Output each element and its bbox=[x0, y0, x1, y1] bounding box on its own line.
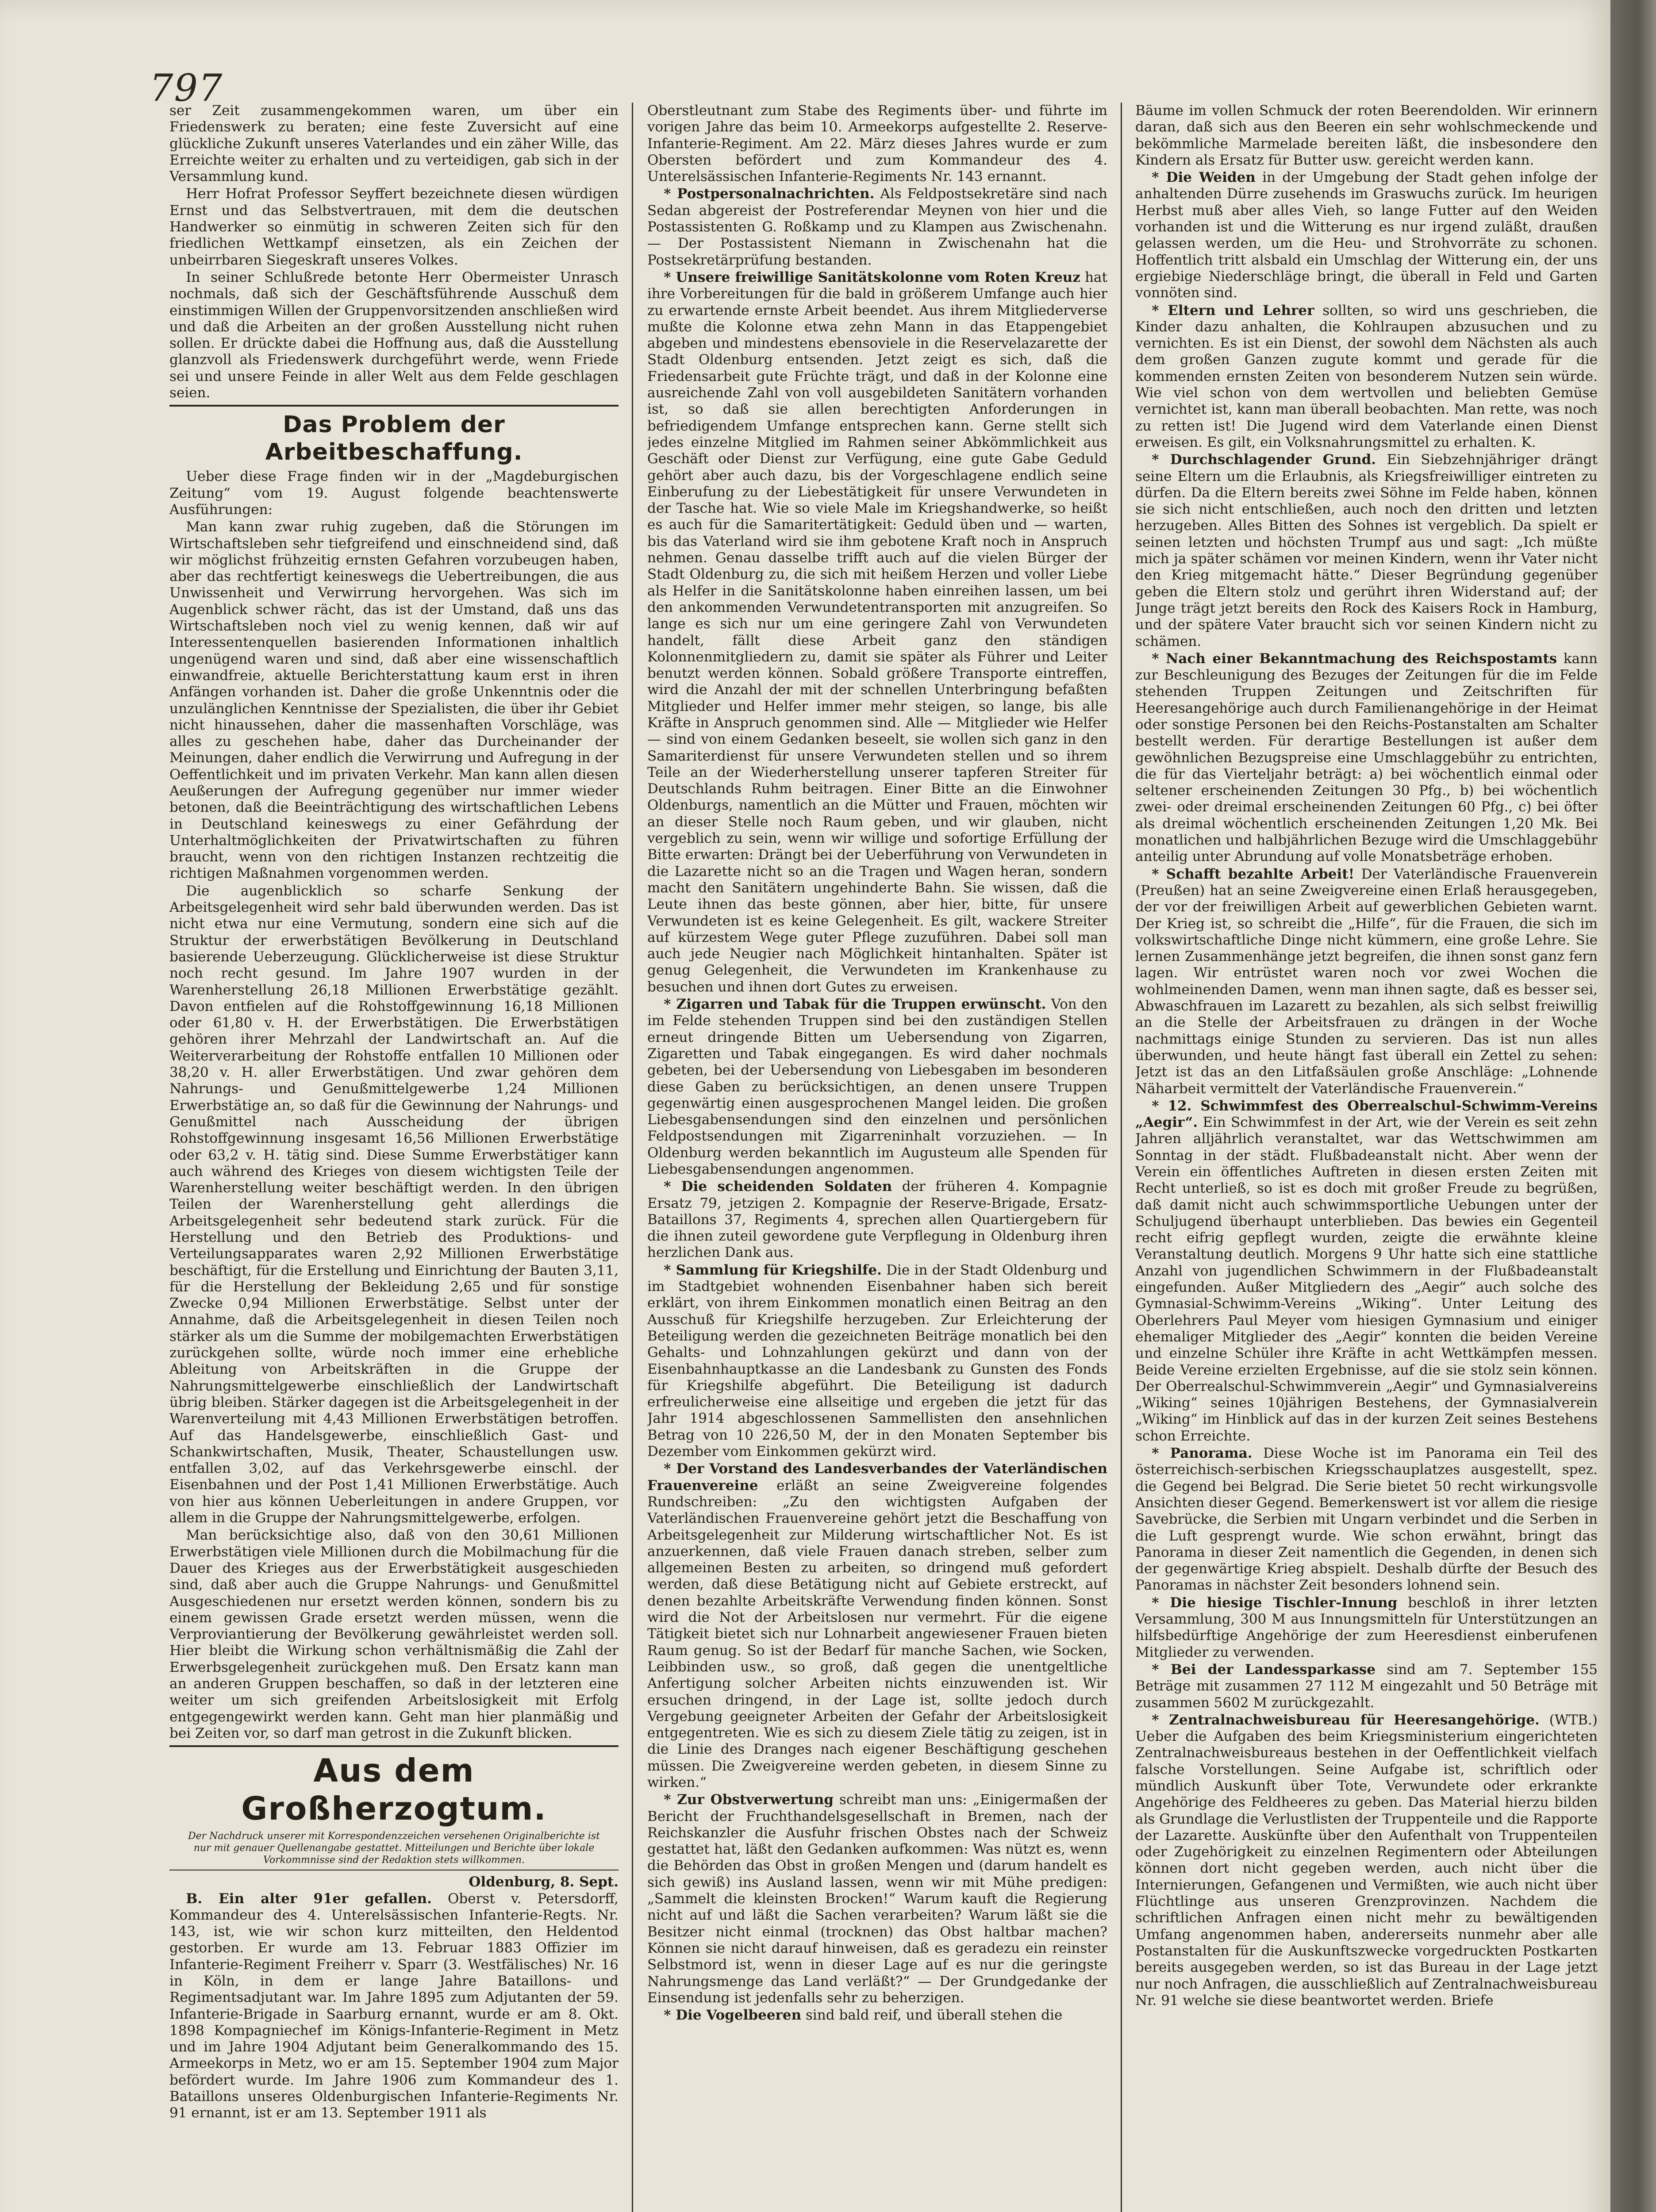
item-title: * Sammlung für Kriegshilfe. bbox=[664, 1262, 882, 1278]
item-title: * Nach einer Bekanntmachung des Reichspostamts bbox=[1152, 650, 1557, 667]
paragraph-text: der früheren 4. Kompagnie Ersatz 79, jetzigen 2. Kompagnie der Reserve-Brigade, Ersatz-Bataillons 37, Regiments 4, sprechen allen Quartiergebern für die ihnen zuteil gewordene gute Verpflegung in Oldenburg ihren herzlichen Dank aus. bbox=[647, 1179, 1107, 1261]
article-paragraph bbox=[169, 1891, 619, 2122]
article-paragraph bbox=[647, 996, 1107, 1178]
article-paragraph bbox=[647, 103, 1107, 185]
item-title: * Die Weiden bbox=[1152, 169, 1256, 186]
paragraph-text: (WTB.) Ueber die Aufgaben des beim Kriegsministerium eingerichteten Zentralnachweisbureaus bestehen in der Oeffentlichkeit vielfach falsche Vorstellungen. Seine Aufgabe ist, schriftlich oder mündlich Auskunft über Tote, Verwundete oder erkrankte Angehörige des Feldheeres zu geben. Das Material hierzu bilden als Grundlage die Verlustlisten der Truppenteile und die Rapporte der Lazarette. Auskünfte über den Aufenthalt von Truppenteilen oder Zugehörigkeit zu einzelnen Regimentern oder Abteilungen können dort nicht gegeben werden, auch nicht über die Internierungen, Gefangenen und Vermißten, wie auch nicht über Flüchtlinge aus unseren Grenzprovinzen. Nachdem die schriftlichen Anfragen einen nicht mehr zu bewältigenden Umfang angenommen haben, andererseits nunmehr aber alle Postanstalten für die Auskunftszwecke vorgedruckten Postkarten bereits ausgegeben werden, so ist das Bureau in der Lage jetzt nur noch Anfragen, die ausschließlich auf Zentralnachweisbureau Nr. 91 welche sie diese beantwortet werden. Briefe bbox=[1135, 1712, 1598, 2008]
paragraph-text: Oberstleutnant zum Stabe des Regiments über- und führte im vorigen Jahre das beim 10. Armeekorps aufgestellte 2. Reserve-Infanterie-Regiment. Am 22. März dieses Jahres wurde er zum Obersten befördert und zum Kommandeur des 4. Unterelsässischen Infanterie-Regiments Nr. 143 ernannt. bbox=[647, 103, 1107, 185]
article-paragraph bbox=[647, 1792, 1107, 2006]
reprint-notice: Der Nachdruck unserer mit Korrespondenzzeichen versehenen Originalberichte ist nur mit genauer Quellenangabe gestattet. Mitteilungen und Berichte über lokale Vorkommnisse sind der Redaktion stets willkommen. bbox=[188, 1831, 600, 1866]
article-paragraph bbox=[647, 1461, 1107, 1791]
article-paragraph bbox=[1135, 103, 1598, 169]
horizontal-rule bbox=[169, 405, 619, 407]
item-title: * Unsere freiwillige Sanitätskolonne vom Roten Kreuz bbox=[664, 269, 1080, 285]
paragraph-text: sind bald reif, und überall stehen die bbox=[806, 2007, 1063, 2024]
article-paragraph bbox=[647, 186, 1107, 268]
article-paragraph bbox=[1135, 866, 1598, 1097]
paragraph-text: erläßt an seine Zweigvereine folgendes Rundschreiben: „Zu den wichtigsten Aufgaben der Vaterländischen Frauenvereine gehört jetzt die Beschaffung von Arbeitsgelegenheit zur Milderung wirtschaftlicher Not. Es ist anzuerkennen, daß viele Frauen danach streben, selber zum allgemeinen Besten zu arbeiten, so dringend muß gefordert werden, daß diese Betätigung nicht auf Gebiete erstreckt, auf denen bezahlte Arbeitskräfte Verwendung finden können. Sonst wird die Not der Arbeitslosen nur vermehrt. Für die eigene Tätigkeit bietet sich nur Lohnarbeit angewiesener Frauen bieten Raum genug. So ist der Bedarf für manche Sachen, wie Socken, Leibbinden usw., so groß, daß gegen die unentgeltliche Anfertigung solcher Arbeiten nichts einzuwenden ist. Wir ersuchen dringend, in der Lage ist, sollte jedoch durch Vergebung geeigneter Arbeiten der Gefahr der Arbeitslosigkeit entgegentreten. Wie es sich zu diesem Ziele tätig zu zeigen, ist in die Linie des Dranges nach eigener Beschäftigung geschehen müssen. Die Zweigvereine werden gebeten, in diesem Sinne zu wirken.“ bbox=[647, 1477, 1107, 1790]
article-paragraph bbox=[1135, 1098, 1598, 1444]
paragraph-text: Als Feldpostsekretäre sind nach Sedan abgereist der Postreferendar Meynen von hier und die Postassistenten G. Roßkamp und zu Klampen aus Zwischenahn. — Der Postassistent Niemann in Zwischenahn hat die Postsekretärprüfung bestanden. bbox=[647, 186, 1107, 268]
item-title: * Der Vorstand des Landesverbandes der Vaterländischen Frauenvereine bbox=[647, 1461, 1107, 1494]
paragraph-text: Die in der Stadt Oldenburg und im Stadtgebiet wohnenden Eisenbahner haben sich bereit erklärt, von ihrem Einkommen monatlich einen Beitrag an den Ausschuß für Kriegshilfe herzugeben. Zur Erleichterung der Beteiligung werden die gezeichneten Beiträge monatlich bei den Gehalts- und Lohnzahlungen gekürzt und dann von der Eisenbahnhauptkasse an die Landesbank zu Gunsten des Fonds für Kriegshilfe abgeführt. Die Beteiligung ist dadurch erfreulicherweise eine allseitige und ergeben die jetzt für das Jahr 1914 abgeschlossenen Sammellisten den ansehnlichen Betrag von 10 226,50 M, der in den Monaten September bis Dezember vom Einkommen gekürzt wird. bbox=[647, 1262, 1107, 1460]
paragraph-text: schreibt man uns: „Einigermaßen der Bericht der Fruchthandelsgesellschaft in Bremen, nach der Reichskanzler die Ausfuhr frischen Obstes nach der Schweiz gestattet hat, läßt den Gedanken aufkommen: Was nützt es, wenn die Behörden das Obst in großen Mengen und (darum handelt es sich gewiß) ins Ausland lassen, wenn wir mit Mühe predigen: „Sammelt die kleinsten Brocken!“ Warum kauft die Regierung nicht auf und läßt die Sachen verarbeiten? Warum läßt sie die Besitzer nicht einmal (trocknen) das Obst haltbar machen? Können sie nicht darauf hinweisen, daß es geradezu ein reinster Selbstmord ist, wenn in dieser Lage auf es nur die geringste Nahrungsmenge das Land verläßt?“ — Der Grundgedanke der Einsendung ist jedenfalls sehr zu beherzigen. bbox=[647, 1792, 1107, 2006]
item-title: * Zigarren und Tabak für die Truppen erwünscht. bbox=[664, 996, 1046, 1013]
article-paragraph bbox=[169, 519, 619, 882]
article-paragraph bbox=[1135, 303, 1598, 451]
paragraph-text: ser Zeit zusammengekommen waren, um über ein Friedenswerk zu beraten; eine feste Zuversicht auf eine glückliche Zukunft unseres Vaterlandes und ein zäher Wille, das Erreichte weiter zu erhalten und zu verteidigen, gab sich in der Versammlung kund. bbox=[169, 103, 619, 185]
column-rule bbox=[1121, 103, 1122, 2212]
paragraph-text: Ein Siebzehnjähriger drängt seine Eltern um die Erlaubnis, als Kriegsfreiwilliger eintreten zu dürfen. Da die Eltern bereits zwei Söhne im Felde haben, können sie sich nicht entschließen, auch noch den dritten und letzten herzugeben. Alles Bitten des Sohnes ist vergeblich. Da spielt er seinen letzten und höchsten Trumpf aus und sagt: „Ich müßte mich ja später schämen vor meinen Kindern, wenn ihr Vater nicht den Krieg mitgemacht hätte.“ Dieser Begründung gegenüber geben die Eltern stolz und gerührt ihren Widerstand auf; der Junge trägt jetzt bereits den Rock des Kaisers Rock in Hamburg, und der spätere Vater braucht sich vor seinen Kindern nicht zu schämen. bbox=[1135, 452, 1598, 649]
scan-edge bbox=[1610, 0, 1656, 2212]
article-paragraph bbox=[1135, 169, 1598, 301]
page-number: 797 bbox=[150, 66, 223, 110]
section-headline: Das Problem der Arbeitbeschaffung. bbox=[265, 411, 523, 466]
article-paragraph bbox=[647, 269, 1107, 995]
article-paragraph bbox=[1135, 1445, 1598, 1594]
paragraph-text: Die augenblicklich so scharfe Senkung der Arbeitsgelegenheit wird sehr bald überwunden werden. Das ist nicht etwa nur eine Vermutung, sondern eine sich auf die Struktur der erwerbstätigen Bevölkerung in Deutschland basierende Ueberzeugung. Glücklicherweise ist diese Struktur noch recht gesund. Im Jahre 1907 wurden in der Warenherstellung 26,18 Millionen Erwerbstätige gezählt. Davon entfielen auf die Rohstoffgewinnung 16,18 Millionen oder 61,80 v. H. der Erwerbstätigen. Die Erwerbstätigen gehören ihrer Mehrzahl der Landwirtschaft an. Auf die Weiterverarbeitung der Rohstoffe entfallen 10 Millionen oder 38,20 v. H. aller Erwerbstätigen. Und zwar gehören dem Nahrungs- und Genußmittelgewerbe 1,24 Millionen Erwerbstätige an, so daß für die Gewinnung der Nahrungs- und Genußmittel nach Ausscheidung der übrigen Rohstoffgewinnung insgesamt 16,56 Millionen Erwerbstätige oder 63,2 v. H. tätig sind. Diese Summe Erwerbstätiger kann auch während des Krieges von diesem wichtigsten Teile der Warenherstellung weiter beschäftigt werden. In den übrigen Teilen der Warenherstellung geht allerdings die Arbeitsgelegenheit sehr bedeutend stark zurück. Für die Herstellung und den Betrieb des Produktions- und Verteilungsapparates waren 2,92 Millionen Erwerbstätige beschäftigt, für die Erstellung und Einrichtung der Bauten 3,11, für die Herstellung der Bekleidung 2,65 und für sonstige Zwecke 0,94 Millionen Erwerbstätige. Selbst unter der Annahme, daß die Arbeitsgelegenheit in diesen Teilen noch stärker als um die Summe der mobilgemachten Erwerbstätigen zurückgehen sollte, würde noch immer eine erhebliche Ableitung von Arbeitskräften in die Gruppe der Nahrungsmittelgewerbe einschließlich der Landwirtschaft übrig bleiben. Stärker dagegen ist die Arbeitsgelegenheit in der Warenverteilung mit 4,43 Millionen Erwerbstätigen betroffen. Auf das Handelsgewerbe, einschließlich Gast- und Schankwirtschaften, Musik, Theater, Schaustellungen usw. entfallen 3,02, auf das Verkehrsgewerbe einschl. der Eisenbahnen und der Post 1,41 Millionen Erwerbstätige. Auch von hier aus können Ueberleitungen in andere Gruppen, vor allem in die Gruppe der Nahrungsmittelgewerbe, erfolgen. bbox=[169, 883, 619, 1526]
article-paragraph bbox=[1135, 651, 1598, 865]
paragraph-text: in der Umgebung der Stadt gehen infolge der anhaltenden Dürre zusehends im Graswuchs zurück. Im heurigen Herbst muß aber alles Vieh, so lange Futter auf den Weiden vorhanden ist und die Witterung es nur irgend zuläßt, draußen gelassen werden, um die Heu- und Strohvorräte zu schonen. Hoffentlich tritt alsbald ein Umschlag der Witterung ein, der uns ergiebige Niederschläge bringt, die überall in Feld und Garten vonnöten sind. bbox=[1135, 169, 1598, 301]
item-title: * Durchschlagender Grund. bbox=[1152, 452, 1376, 468]
paragraph-text: sollten, so wird uns geschrieben, die Kinder dazu anhalten, die Kohlraupen abzusuchen und zu vernichten. Es ist ein Dienst, der sowohl dem Nächsten als auch dem großen Ganzen zugute kommt und gerade für die kommenden ernsten Zeiten von besonderem Nutzen sein würde. Wie viel schon von dem wertvollen und beliebten Gemüse vernichtet ist, kann man überall beobachten. Man rette, was noch zu retten ist! Die Jugend wird dem Vaterlande einen Dienst erweisen. Es gilt, ein Volksnahrungsmittel zu erhalten. K. bbox=[1135, 302, 1598, 450]
dateline: Oldenburg, 8. Sept. bbox=[469, 1874, 619, 1890]
column-1 bbox=[169, 103, 619, 2212]
article-paragraph bbox=[647, 2007, 1107, 2024]
item-title: * Postpersonalnachrichten. bbox=[664, 186, 875, 202]
article-paragraph bbox=[169, 1527, 619, 1742]
item-title: * 12. Schwimmfest des Oberrealschul-Schwimm-Vereins „Aegir“. bbox=[1135, 1098, 1598, 1131]
section-headline: Aus dem Großherzogtum. bbox=[241, 1752, 547, 1828]
horizontal-rule bbox=[169, 1745, 619, 1747]
item-title: B. Ein alter 91er gefallen. bbox=[186, 1890, 432, 1907]
paragraph-text: Ein Schwimmfest in der Art, wie der Verein es seit zehn Jahren alljährlich veranstaltet, war das Wettschwimmen am Sonntag in der städt. Flußbadeanstalt nicht. Aber wenn der Verein ein öffentliches Auftreten in diesen ersten Zeiten mit Recht unterließ, so ist es doch mit großer Freude zu begrüßen, daß damit nicht auch schwimmsportliche Uebungen unter der Schuljugend überhaupt unterblieben. Das bewies ein Gegenteil recht eifrig gepflegt wurden, zeigte die erwähnte kleine Veranstaltung deutlich. Morgens 9 Uhr hatte sich eine stattliche Anzahl von jugendlichen Schwimmern in der Flußbadeanstalt eingefunden. Außer Mitgliedern des „Aegir“ auch solche des Gymnasial-Schwimm-Vereins „Wiking“. Unter Leitung des Oberlehrers Paul Meyer vom hiesigen Gymnasium und einiger ehemaliger Mitglieder des „Aegir“ konnten die beiden Vereine und einzelne Schüler ihre Kräfte in acht Wettkämpfen messen. Beide Vereine erzielten Ergebnisse, auf die sie stolz sein können. Der Oberrealschul-Schwimmverein „Aegir“ und Gymnasialvereins „Wiking“ seines 10jährigen Bestehens, der Gymnasialverein „Wiking“ im Hinblick auf das in der kurzen Zeit seines Bestehens schon Erreichte. bbox=[1135, 1114, 1598, 1444]
paragraph-text: Der Vaterländische Frauenverein (Preußen) hat an seine Zweigvereine einen Erlaß herausgegeben, der vor der freiwilligen Arbeit auf gewerblichen Gebieten warnt. Der Krieg ist, so schreibt die „Hilfe“, für die Frauen, die sich im volkswirtschaftliche Dinge nicht kümmern, eine große Lehre. Sie lernen Zusammenhänge jetzt begreifen, die ihnen sonst ganz fern lagen. Wir entrüstet waren noch vor zwei Wochen die wohlmeinenden Damen, wenn man ihnen sagte, daß es besser sei, Abwaschfrauen im Lazarett zu bezahlen, als sich selbst freiwillig an die Stelle der Arbeitsfrauen zu drängen in der Woche nachmittags einige Stunden zu servieren. Das ist nun alles überwunden, und heute hängt fast überall ein Zettel zu sehen: Jetzt ist das an den Litfaßsäulen große Anschläge: „Lohnende Näharbeit vermittelt der Vaterländische Frauenverein.“ bbox=[1135, 866, 1598, 1097]
paragraph-text: Oberst v. Petersdorff, Kommandeur des 4. Unterelsässischen Infanterie-Regts. Nr. 143, ist, wie wir schon kurz mitteilten, den Heldentod gestorben. Er wurde am 13. Februar 1883 Offizier im Infanterie-Regiment Freiherr v. Sparr (3. Westfälisches) Nr. 16 in Köln, in dem er lange Jahre Bataillons- und Regimentsadjutant war. Im Jahre 1895 zum Adjutanten der 59. Infanterie-Brigade in Saarburg ernannt, wurde er am 8. Okt. 1898 Kompagniechef im Königs-Infanterie-Regiment in Metz und im Jahre 1904 Adjutant beim Generalkommando des 15. Armeekorps in Metz, wo er am 15. September 1904 zum Major befördert wurde. Im Jahre 1906 zum Kommandeur des 1. Bataillons unseres Oldenburgischen Infanterie-Regiments Nr. 91 ernannt, ist er am 13. September 1911 als bbox=[169, 1890, 619, 2121]
item-title: * Zentralnachweisbureau für Heeresangehörige. bbox=[1152, 1712, 1540, 1728]
paragraph-text: Man kann zwar ruhig zugeben, daß die Störungen im Wirtschaftsleben sehr tiefgreifend und einschneidend sind, daß wir möglichst frühzeitig ernsten Gefahren vorzubeugen haben, aber das rechtfertigt keineswegs die Uebertreibungen, die aus Unwissenheit und Verwirrung hervorgehen. Was sich im Augenblick schwer rächt, das ist der Umstand, daß uns das Wirtschaftsleben noch viel zu wenig kennen, daß wir auf Interessentenquellen basierenden Informationen inhaltlich ungenügend waren und sind, daß aber eine wissenschaftlich einwandfreie, aktuelle Berichterstattung kaum erst in ihren Anfängen vorhanden ist. Daher die große Unkenntnis oder die unzulänglichen Kenntnisse der Spezialisten, die über ihr Gebiet nicht hinaussehen, daher die massenhaften Vorschläge, was alles zu geschehen habe, daher das Durcheinander der Meinungen, daher endlich die Verwirrung und Aufregung in der Oeffentlichkeit und im privaten Verkehr. Man kann allen diesen Aeußerungen der Aufregung gegenüber nur immer wieder betonen, daß die Beeinträchtigung des wirtschaftlichen Lebens in Deutschland keineswegs zu einer Gefährdung der Unterhaltmöglichkeiten der Privatwirtschaften zu führen braucht, wenn von den richtigen Instanzen rechtzeitig die richtigen Maßnahmen vorgenommen werden. bbox=[169, 519, 619, 882]
column-rule bbox=[632, 103, 633, 2212]
item-title: * Die Vogelbeeren bbox=[664, 2007, 802, 2024]
item-title: * Panorama. bbox=[1152, 1445, 1253, 1462]
column-3 bbox=[1135, 103, 1598, 2212]
item-title: * Die scheidenden Soldaten bbox=[664, 1179, 892, 1195]
paragraph-text: beschloß in ihrer letzten Versammlung, 300 M aus Innungsmitteln für Unterstützungen an hilfsbedürftige Angehörige der zum Heeresdienst einberufenen Mitglieder zu verwenden. bbox=[1135, 1594, 1598, 1660]
article-paragraph bbox=[169, 269, 619, 401]
paragraph-text: sind am 7. September 155 Beträge mit zusammen 27 112 M eingezahlt und 50 Beträge mit zusammen 5602 M zurückgezahlt. bbox=[1135, 1661, 1598, 1711]
article-paragraph bbox=[1135, 1595, 1598, 1661]
paragraph-text: Diese Woche ist im Panorama ein Teil des österreichisch-serbischen Kriegsschauplatzes ausgestellt, spez. die Gegend bei Belgrad. Die Serie bietet 50 recht wirkungsvolle Ansichten dieser Gegend. Bemerkenswert ist vor allem die riesige Savebrücke, die Serbien mit Ungarn verbindet und die Serben in die Luft gesprengt wurde. Wie schon erwähnt, bringt das Panorama in dieser Zeit namentlich die Gegenden, in denen sich der gegenwärtige Krieg abspielt. Deshalb dürfte der Besuch des Panoramas in nächster Zeit besonders lohnend sein. bbox=[1135, 1445, 1598, 1594]
article-paragraph bbox=[647, 1262, 1107, 1460]
article-paragraph bbox=[1135, 1712, 1598, 2009]
paragraph-text: Von den im Felde stehenden Truppen sind bei den zuständigen Stellen erneut dringende Bitten um Uebersendung von Zigarren, Zigaretten und Tabak eingegangen. Es wird daher nochmals gebeten, bei der Uebersendung von Liebesgaben im besonderen diese Gaben zu berücksichtigen, an denen unsere Truppen gegenwärtig einen ausgesprochenen Mangel leiden. Die großen Liebesgabensendungen sind den einzelnen und persönlichen Feldpostsendungen mit Zigarreninhalt vorzuziehen. — In Oldenburg werden bekanntlich im Augusteum alle Spenden für Liebesgabensendungen angenommen. bbox=[647, 996, 1107, 1177]
item-title: * Schafft bezahlte Arbeit! bbox=[1152, 866, 1355, 882]
article-paragraph bbox=[1135, 1662, 1598, 1711]
paragraph-text: In seiner Schlußrede betonte Herr Obermeister Unrasch nochmals, daß sich der Geschäftsführende Ausschuß dem einstimmigen Willen der Gruppenvorsitzenden anschließen wird und daß die Arbeiten an der großen Ausstellung nicht ruhen sollen. Er drückte dabei die Hoffnung aus, daß die Ausstellung glanzvoll als Friedenswerk durchgeführt werde, wenn Friede sei und unsere Feinde in aller Welt aus dem Felde geschlagen seien. bbox=[169, 269, 619, 401]
article-paragraph bbox=[169, 186, 619, 268]
paragraph-text: Ueber diese Frage finden wir in der „Magdeburgischen Zeitung“ vom 19. August folgende beachtenswerte Ausführungen: bbox=[169, 469, 619, 518]
item-title: * Zur Obstverwertung bbox=[664, 1792, 834, 1808]
paragraph-text: Bäume im vollen Schmuck der roten Beerendolden. Wir erinnern daran, daß sich aus den Beeren ein sehr wohlschmeckende und bekömmliche Marmelade bereiten läßt, die insbesondere den Kindern als Ersatz für Butter usw. gereicht werden kann. bbox=[1135, 103, 1598, 168]
paragraph-text: kann zur Beschleunigung des Bezuges der Zeitungen für die im Felde stehenden Truppen Zeitungen und Zeitschriften für Heeresangehörige auch durch Familienangehörige in der Heimat oder sonstige Personen bei den Reichs-Postanstalten am Schalter bestellt werden. Für derartige Bestellungen ist außer dem gewöhnlichen Bezugspreise eine Umschlaggebühr zu entrichten, die für das Vierteljahr beträgt: a) bei wöchentlich einmal oder seltener erscheinenden Zeitungen 30 Pfg., b) bei wöchentlich zwei- oder dreimal erscheinenden Zeitungen 60 Pfg., c) bei öfter als dreimal wöchentlich erscheinenden Zeitungen 1,20 Mk. Bei monatlichen und halbjährlichen Bezuge wird die Umschlaggebühr anteilig unter Abrundung auf volle Monatsbeträge erhoben. bbox=[1135, 650, 1598, 865]
item-title: * Eltern und Lehrer bbox=[1152, 302, 1314, 319]
article-paragraph bbox=[169, 103, 619, 185]
paragraph-text: Herr Hofrat Professor Seyffert bezeichnete diesen würdigen Ernst und das Selbstvertrauen, mit dem die deutschen Handwerker so einmütig in schweren Zeiten sich für den friedlichen Wettkampf einsetzen, als ein Zeichen der unbeirrbaren Siegeskraft unseres Volkes. bbox=[169, 186, 619, 268]
item-title: * Die hiesige Tischler-Innung bbox=[1152, 1594, 1398, 1611]
article-paragraph bbox=[169, 469, 619, 518]
paragraph-text: hat ihre Vorbereitungen für die bald in größerem Umfange auch hier zu erwartende ernste Arbeit beendet. Aus ihrem Mitgliederverse mußte die Kolonne etwa zehn Mann in das Etappengebiet abgeben und mindestens ebensoviele in die Reservelazarette der Stadt Oldenburg entsenden. Jetzt zeigt es sich, daß die Friedensarbeit gute Früchte trägt, und daß in der Kolonne eine ausreichende Zahl von voll ausgebildeten Sanitätern vorhanden ist, so daß sie allen berechtigten Anforderungen in befriedigendem Umfange entsprechen kann. Gerne stellt sich jedes einzelne Mitglied im Rahmen seiner Abkömmlichkeit aus Geschäft oder Dienst zur Verfügung, eine gute Gabe Geduld gehört aber auch dazu, bis der Vorgeschlagene endlich seine Einberufung zu der Liebestätigkeit für unsere Verwundeten in der Tasche hat. Wie so viele Male im Kriegshandwerke, so heißt es auch für die Samaritertätigkeit: Geduld üben und — warten, bis das Vaterland wird sie ihm gebotene Kraft noch in Anspruch nehmen. Genau dasselbe trifft auch auf die vielen Bürger der Stadt Oldenburg zu, die sich mit heißem Herzen und voller Liebe als Helfer in die Sanitätskolonne haben einreihen lassen, um bei den ankommenden Verwundetentransporten mit anzugreifen. So lange es sich nur um eine geringere Zahl von Verwundeten handelt, fällt diese Arbeit ganz den ständigen Kolonnenmitgliedern zu, damit sie später als Führer und Leiter benutzt werden können. Sobald größere Transporte eintreffen, wird die Anzahl der mit der schnellen Unterbringung befaßten Mitglieder und Helfer immer mehr steigen, so lange, bis alle Kräfte in Anspruch genommen sind. Alle — Mitglieder wie Helfer — sind von einem Gedanken beseelt, sie wollen sich ganz in den Samariterdienst für unsere Verwundeten stellen und so ihrem Teile an der Wiederherstellung unserer tapferen Streiter für Deutschlands Ruhm beitragen. Einer Bitte an die Einwohner Oldenburgs, namentlich an die Mütter und Frauen, möchten wir an dieser Stelle noch Raum geben, und wir glauben, nicht vergeblich zu sein, wenn wir willige und sofortige Erfüllung der Bitte erwarten: Drängt bei der Ueberführung von Verwundeten in die Lazarette nicht so an die Tragen und Wagen heran, sondern macht den Sanitätern ungehinderte Bahn. Sie wissen, daß die Leute ihnen das beste gönnen, aber hier, bitte, für unsere Verwundeten ist es keine Gelegenheit. Es gilt, wackere Streiter auf kürzestem Wege guter Pflege zuzuführen. Dabei soll man auch jede Neugier nach Möglichkeit hintanhalten. Später ist genug Gelegenheit, die Verwundeten im Krankenhause zu besuchen und ihnen dort Gutes zu erweisen. bbox=[647, 269, 1107, 995]
article-paragraph bbox=[647, 1179, 1107, 1261]
column-2 bbox=[647, 103, 1107, 2212]
article-paragraph bbox=[1135, 452, 1598, 650]
article-paragraph bbox=[169, 883, 619, 1527]
paragraph-text: Man berücksichtige also, daß von den 30,61 Millionen Erwerbstätigen viele Millionen durch die Mobilmachung für die Dauer des Krieges aus der Erwerbstätigkeit ausgeschieden sind, daß aber auch die Gruppe Nahrungs- und Genußmittel Ausgeschiedenen nur ersetzt werden können, sondern bis zu einem gewissen Grade ersetzt werden müssen, wenn die Verproviantierung der Bevölkerung gewährleistet werden soll. Hier bleibt die Wirkung schon verhältnismäßig die Zahl der Erwerbsgelegenheit zurückgehen muß. Den Ersatz kann man an anderen Gruppen beschaffen, so daß in der letzteren eine weiter um sich greifenden Arbeitslosigkeit mit Erfolg entgegengewirkt werden kann. Geht man hier planmäßig und bei Zeiten vor, so darf man getrost in die Zukunft blicken. bbox=[169, 1527, 619, 1741]
item-title: * Bei der Landessparkasse bbox=[1152, 1661, 1376, 1678]
